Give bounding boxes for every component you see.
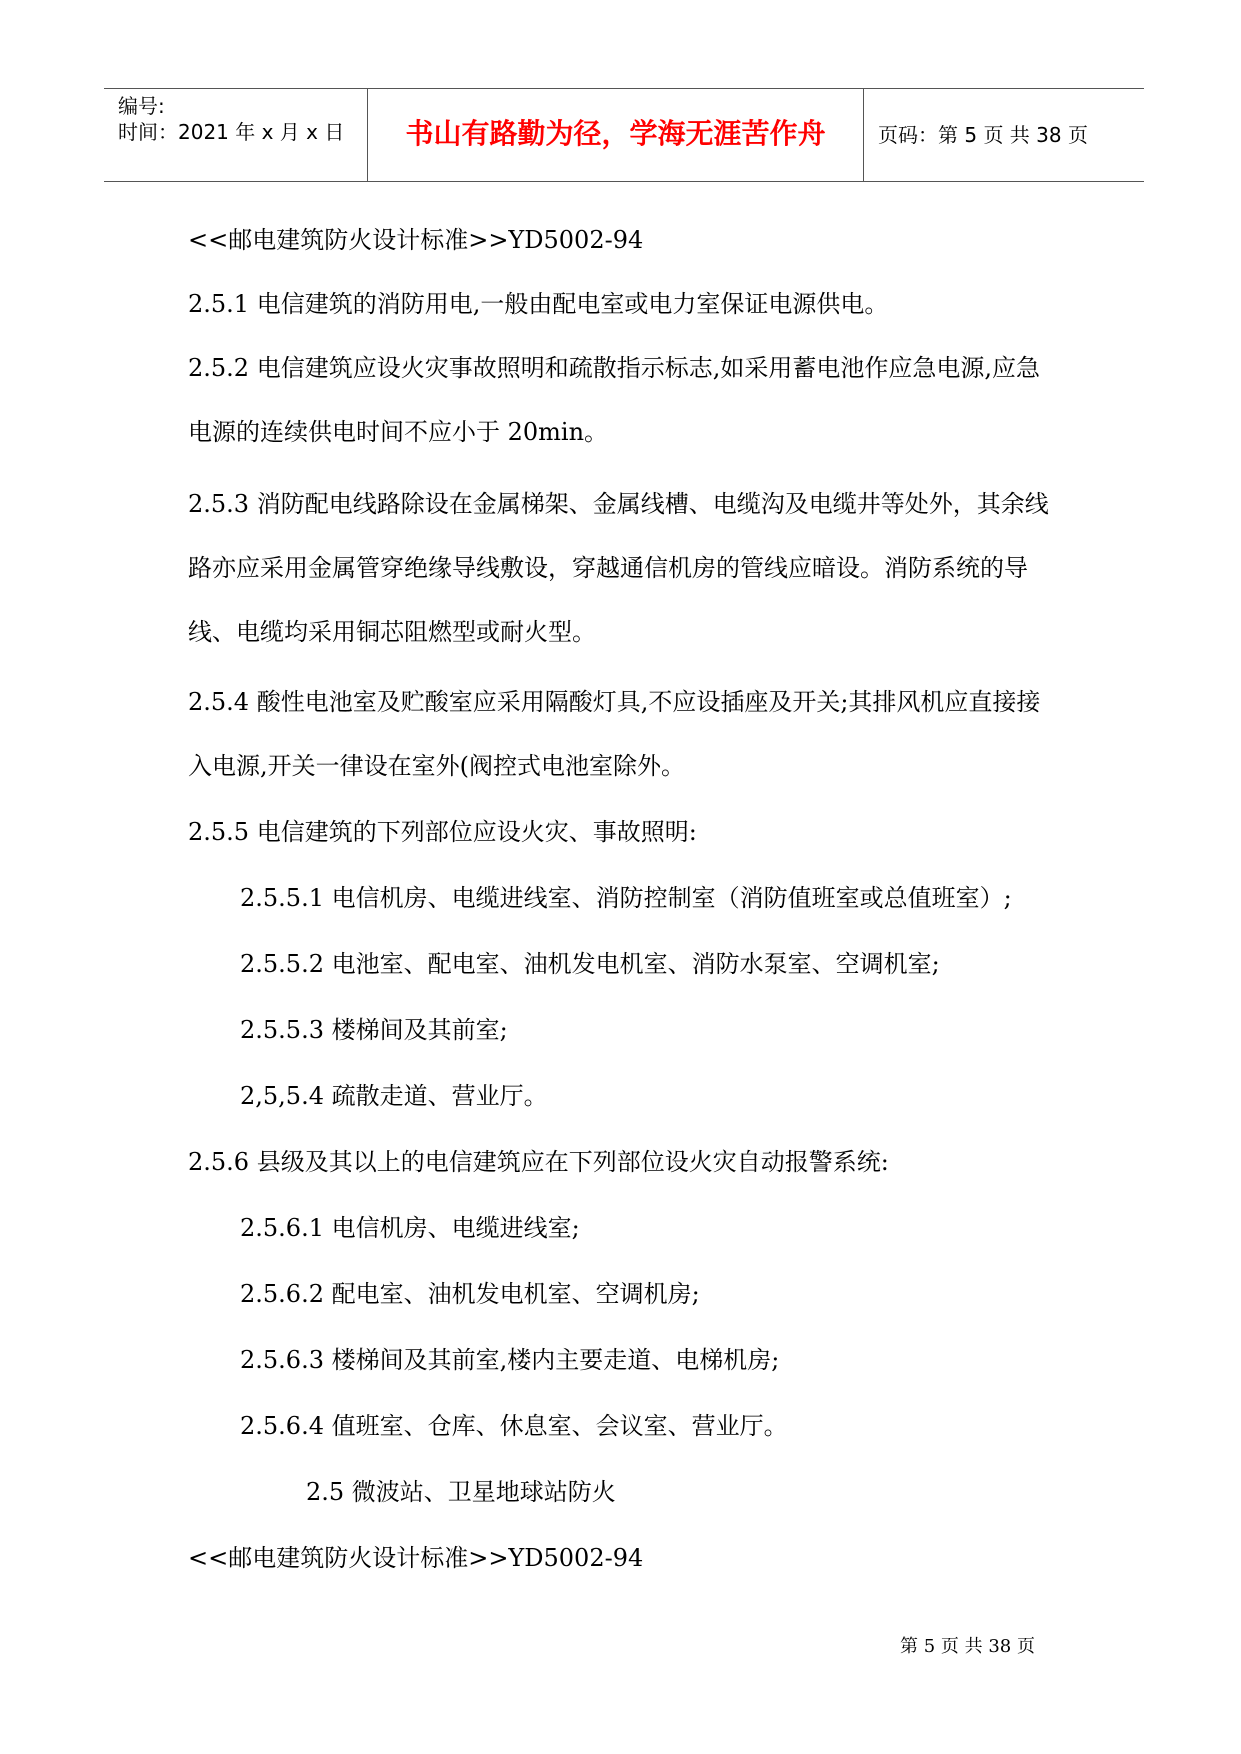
page-header bbox=[104, 88, 1144, 182]
clause-2-5-4-continued: 入电源,开关一律设在室外(阀控式电池室除外。 bbox=[188, 752, 685, 780]
header-info-cell bbox=[104, 89, 368, 181]
page-footer: 第 5 页 共 38 页 bbox=[900, 1636, 1035, 1657]
clause-2-5-1: 2.5.1 电信建筑的消防用电,一般由配电室或电力室保证电源供电。 bbox=[188, 290, 889, 318]
clause-2-5-5-2: 2.5.5.2 电池室、配电室、油机发电机室、消防水泵室、空调机室; bbox=[240, 950, 940, 978]
clause-2-5-5-3: 2.5.5.3 楼梯间及其前室; bbox=[240, 1016, 508, 1044]
clause-2-5-5: 2.5.5 电信建筑的下列部位应设火灾、事故照明: bbox=[188, 818, 697, 846]
document-number-label: 编号: bbox=[118, 94, 165, 118]
standard-reference-2: <<邮电建筑防火设计标准>>YD5002-94 bbox=[188, 1544, 644, 1572]
clause-2-5-4: 2.5.4 酸性电池室及贮酸室应采用隔酸灯具,不应设插座及开关;其排风机应直接接 bbox=[188, 688, 1041, 716]
page-code: 页码：第 5 页 共 38 页 bbox=[878, 123, 1088, 147]
clause-2-5-5-4: 2,5,5.4 疏散走道、营业厅。 bbox=[240, 1082, 548, 1110]
document-time-label: 时间：2021 年 x 月 x 日 bbox=[118, 120, 345, 144]
section-heading-2-5: 2.5 微波站、卫星地球站防火 bbox=[306, 1478, 616, 1506]
header-page-cell bbox=[864, 89, 1144, 181]
clause-2-5-2: 2.5.2 电信建筑应设火灾事故照明和疏散指示标志,如采用蓄电池作应急电源,应急 bbox=[188, 354, 1040, 382]
clause-2-5-3-continued-2: 线、电缆均采用铜芯阻燃型或耐火型。 bbox=[188, 618, 596, 646]
clause-2-5-6-3: 2.5.6.3 楼梯间及其前室,楼内主要走道、电梯机房; bbox=[240, 1346, 780, 1374]
clause-2-5-2-continued: 电源的连续供电时间不应小于 20min。 bbox=[188, 418, 609, 446]
clause-2-5-6-4: 2.5.6.4 值班室、仓库、休息室、会议室、营业厅。 bbox=[240, 1412, 788, 1440]
motto-text: 书山有路勤为径，学海无涯苦作舟 bbox=[405, 117, 826, 150]
clause-2-5-3-continued: 路亦应采用金属管穿绝缘导线敷设，穿越通信机房的管线应暗设。消防系统的导 bbox=[188, 554, 1028, 582]
clause-2-5-3: 2.5.3 消防配电线路除设在金属梯架、金属线槽、电缆沟及电缆井等处外，其余线 bbox=[188, 490, 1049, 518]
clause-2-5-6-1: 2.5.6.1 电信机房、电缆进线室; bbox=[240, 1214, 580, 1242]
clause-2-5-6: 2.5.6 县级及其以上的电信建筑应在下列部位设火灾自动报警系统: bbox=[188, 1148, 889, 1176]
clause-2-5-5-1: 2.5.5.1 电信机房、电缆进线室、消防控制室（消防值班室或总值班室）; bbox=[240, 884, 1012, 912]
standard-reference: <<邮电建筑防火设计标准>>YD5002-94 bbox=[188, 226, 644, 254]
clause-2-5-6-2: 2.5.6.2 配电室、油机发电机室、空调机房; bbox=[240, 1280, 700, 1308]
header-motto-cell bbox=[368, 89, 864, 181]
